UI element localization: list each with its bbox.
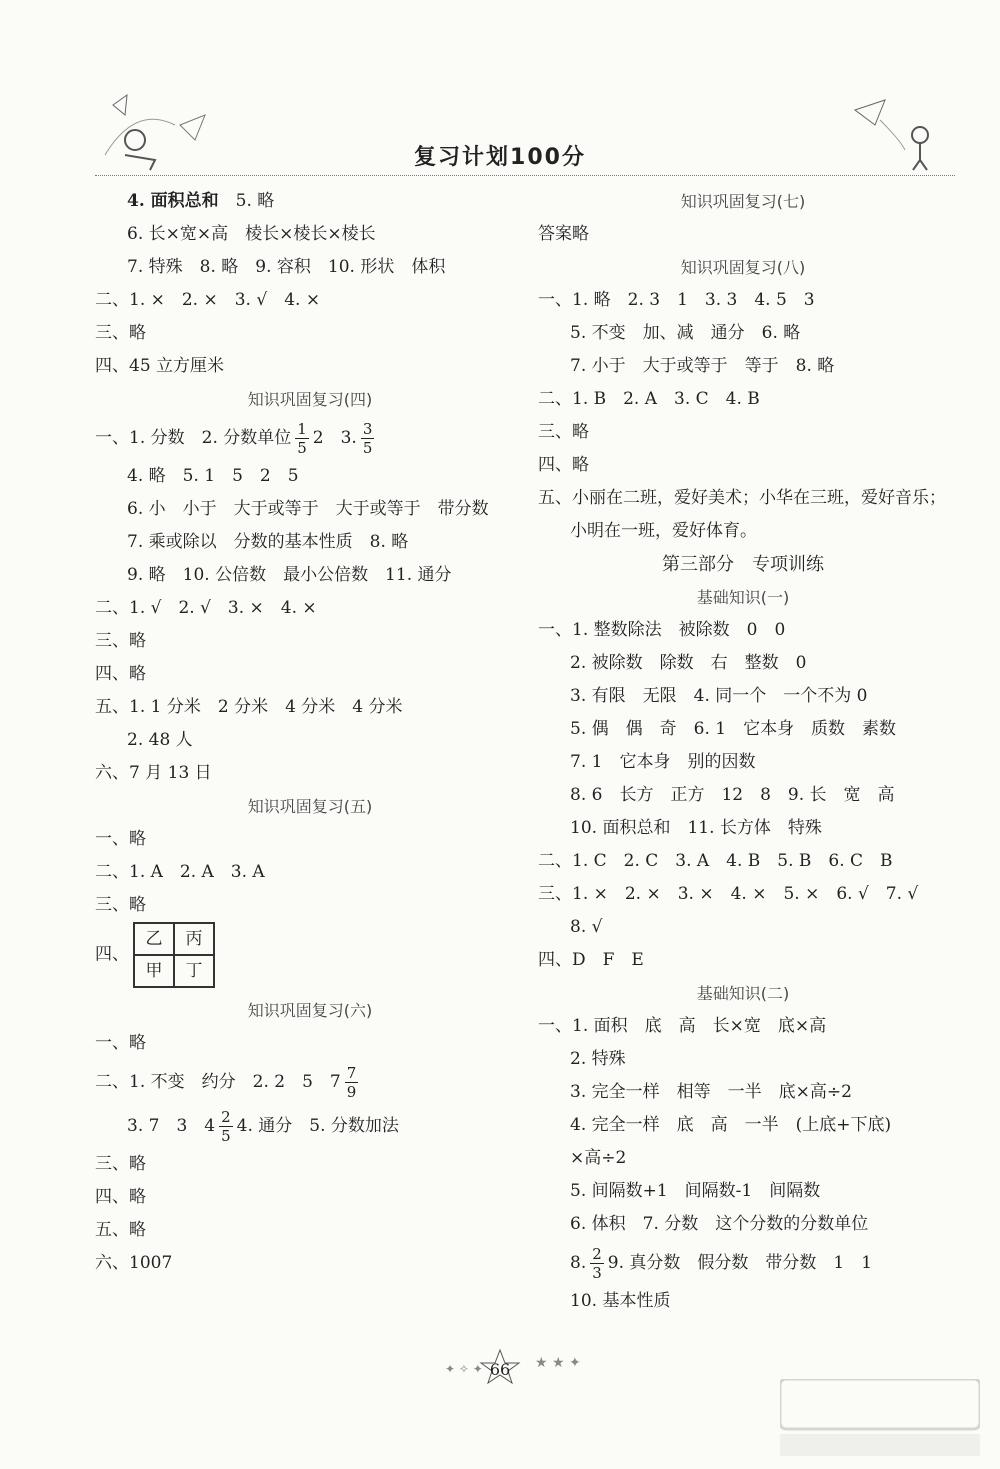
answer-line: 3. 7 3 4 $\frac{2}{5}$ 4. 通分 5. 分数加法 bbox=[127, 1108, 399, 1145]
answer-line: 9. 略 10. 公倍数 最小公倍数 11. 通分 bbox=[127, 565, 452, 585]
grid-cell: 丁 bbox=[174, 955, 214, 987]
answer-line: 四、略 bbox=[538, 455, 589, 475]
answer-line: 8. $\frac{2}{3}$ 9. 真分数 假分数 带分数 1 1 bbox=[570, 1245, 873, 1282]
answer-line: 5. 不变 加、减 通分 6. 略 bbox=[570, 323, 801, 343]
answer-line: 3. 完全一样 相等 一半 底×高÷2 bbox=[570, 1082, 852, 1102]
answer-line: 6. 小 小于 大于或等于 大于或等于 带分数 bbox=[127, 499, 489, 519]
answer-line: 六、1007 bbox=[95, 1253, 173, 1273]
answer-grid bbox=[133, 922, 215, 988]
page-number: 66 bbox=[489, 1360, 511, 1379]
answer-line: 四、45 立方厘米 bbox=[95, 356, 225, 376]
page-title: 复习计划100分 bbox=[414, 145, 586, 170]
answer-line: 四、略 bbox=[95, 1187, 146, 1207]
section-heading: 知识巩固复习(八) bbox=[680, 258, 806, 277]
left-column bbox=[95, 185, 525, 1280]
answer-line: 三、1. × 2. × 3. × 4. × 5. × 6. √ 7. √ bbox=[538, 884, 919, 904]
section-heading: 知识巩固复习(四) bbox=[247, 390, 373, 409]
answer-line: 一、1. 略 2. 3 1 3. 3 4. 5 3 bbox=[538, 290, 815, 310]
answer-line: 四、 乙 丙 甲 丁 bbox=[95, 922, 525, 994]
answer-line: 6. 长×宽×高 棱长×棱长×棱长 bbox=[127, 224, 376, 244]
answer-line: 2. 特殊 bbox=[570, 1049, 626, 1069]
answer-line: 2. 被除数 除数 右 整数 0 bbox=[570, 653, 807, 673]
section-heading: 知识巩固复习(六) bbox=[247, 1001, 373, 1020]
fraction: $\frac{3}{5}$ bbox=[362, 420, 373, 457]
svg-text:★ ★ ✦: ★ ★ ✦ bbox=[535, 1355, 581, 1371]
grid-cell: 乙 bbox=[134, 923, 174, 955]
stars-decoration bbox=[425, 1345, 605, 1385]
answer-line: ×高÷2 bbox=[570, 1148, 627, 1168]
answer-line: 三、略 bbox=[95, 1154, 146, 1174]
answer-line: 二、1. √ 2. √ 3. × 4. × bbox=[95, 598, 317, 618]
answer-line: 二、1. A 2. A 3. A bbox=[95, 862, 265, 882]
fraction: $\frac{2}{5}$ bbox=[221, 1108, 231, 1145]
answer-line: 10. 面积总和 11. 长方体 特殊 bbox=[570, 818, 822, 838]
answer-line: 五、1. 1 分米 2 分米 4 分米 4 分米 bbox=[95, 697, 403, 717]
answer-line: 7. 小于 大于或等于 等于 8. 略 bbox=[570, 356, 835, 376]
section-heading: 知识巩固复习(五) bbox=[247, 797, 373, 816]
grid-cell: 丙 bbox=[174, 923, 214, 955]
answer-line: 二、1. 不变 约分 2. 2 5 7 $\frac{7}{9}$ bbox=[95, 1064, 357, 1101]
page-header bbox=[0, 0, 1000, 185]
answer-line: 4. 完全一样 底 高 一半 (上底+下底) bbox=[570, 1115, 892, 1135]
section-heading: 知识巩固复习(七) bbox=[680, 192, 806, 211]
fraction: $\frac{1}{5}$ bbox=[297, 420, 307, 457]
answer-line: 8. 6 长方 正方 12 8 9. 长 宽 高 bbox=[570, 785, 895, 805]
answer-line: 8. √ bbox=[570, 917, 603, 937]
answer-line: 一、1. 整数除法 被除数 0 0 bbox=[538, 620, 786, 640]
header-divider bbox=[95, 175, 955, 176]
answer-line: 三、略 bbox=[95, 631, 146, 651]
answer-line: 7. 1 它本身 别的因数 bbox=[570, 752, 756, 772]
fraction: $\frac{7}{9}$ bbox=[346, 1064, 357, 1101]
answer-line: 10. 基本性质 bbox=[570, 1291, 671, 1311]
answer-line: 一、略 bbox=[95, 1033, 146, 1053]
answer-line: 四、D F E bbox=[538, 950, 644, 970]
section-heading: 基础知识(二) bbox=[696, 984, 790, 1003]
answer-line: 一、1. 分数 2. 分数单位 $\frac{1}{5}$ 2 3. $\frac{3}{5}$ bbox=[95, 420, 373, 457]
answer-line: 5. 间隔数+1 间隔数-1 间隔数 bbox=[570, 1181, 821, 1201]
answer-line: 6. 体积 7. 分数 这个分数的分数单位 bbox=[570, 1214, 869, 1234]
grid-cell: 甲 bbox=[134, 955, 174, 987]
answer-line: 答案略 bbox=[538, 224, 589, 244]
part-heading: 第三部分 专项训练 bbox=[662, 554, 824, 575]
answer-line: 5. 偶 偶 奇 6. 1 它本身 质数 素数 bbox=[570, 719, 897, 739]
answer-line: 三、略 bbox=[95, 895, 146, 915]
right-column bbox=[538, 185, 948, 1318]
answer-line: 2. 48 人 bbox=[127, 730, 193, 750]
svg-text:✦ ✧ ✦: ✦ ✧ ✦ bbox=[445, 1362, 483, 1376]
answer-line: 3. 有限 无限 4. 同一个 一个不为 0 bbox=[570, 686, 868, 706]
answer-line: 二、1. C 2. C 3. A 4. B 5. B 6. C B bbox=[538, 851, 893, 871]
answer-line: 二、1. B 2. A 3. C 4. B bbox=[538, 389, 760, 409]
answer-line: 7. 特殊 8. 略 9. 容积 10. 形状 体积 bbox=[127, 257, 446, 277]
section-heading: 基础知识(一) bbox=[696, 588, 790, 607]
answer-line: 一、略 bbox=[95, 829, 146, 849]
answer-line: 7. 乘或除以 分数的基本性质 8. 略 bbox=[127, 532, 409, 552]
answer-line: 五、小丽在二班，爱好美术；小华在三班，爱好音乐； bbox=[538, 488, 946, 508]
answer-line: 五、略 bbox=[95, 1220, 146, 1240]
answer-line: 六、7 月 13 日 bbox=[95, 763, 212, 783]
answer-line: 4. 面积总和 5. 略 bbox=[127, 191, 275, 211]
answer-line: 二、1. × 2. × 3. √ 4. × bbox=[95, 290, 321, 310]
fraction: $\frac{2}{3}$ bbox=[592, 1245, 602, 1282]
answer-line: 四、略 bbox=[95, 664, 146, 684]
answer-line: 4. 略 5. 1 5 2 5 bbox=[127, 466, 299, 486]
watermark-logo bbox=[780, 1379, 980, 1459]
answer-line: 三、略 bbox=[95, 323, 146, 343]
answer-line: 三、略 bbox=[538, 422, 589, 442]
answer-line: 小明在一班，爱好体育。 bbox=[570, 521, 757, 541]
answer-line: 一、1. 面积 底 高 长×宽 底×高 bbox=[538, 1016, 827, 1036]
